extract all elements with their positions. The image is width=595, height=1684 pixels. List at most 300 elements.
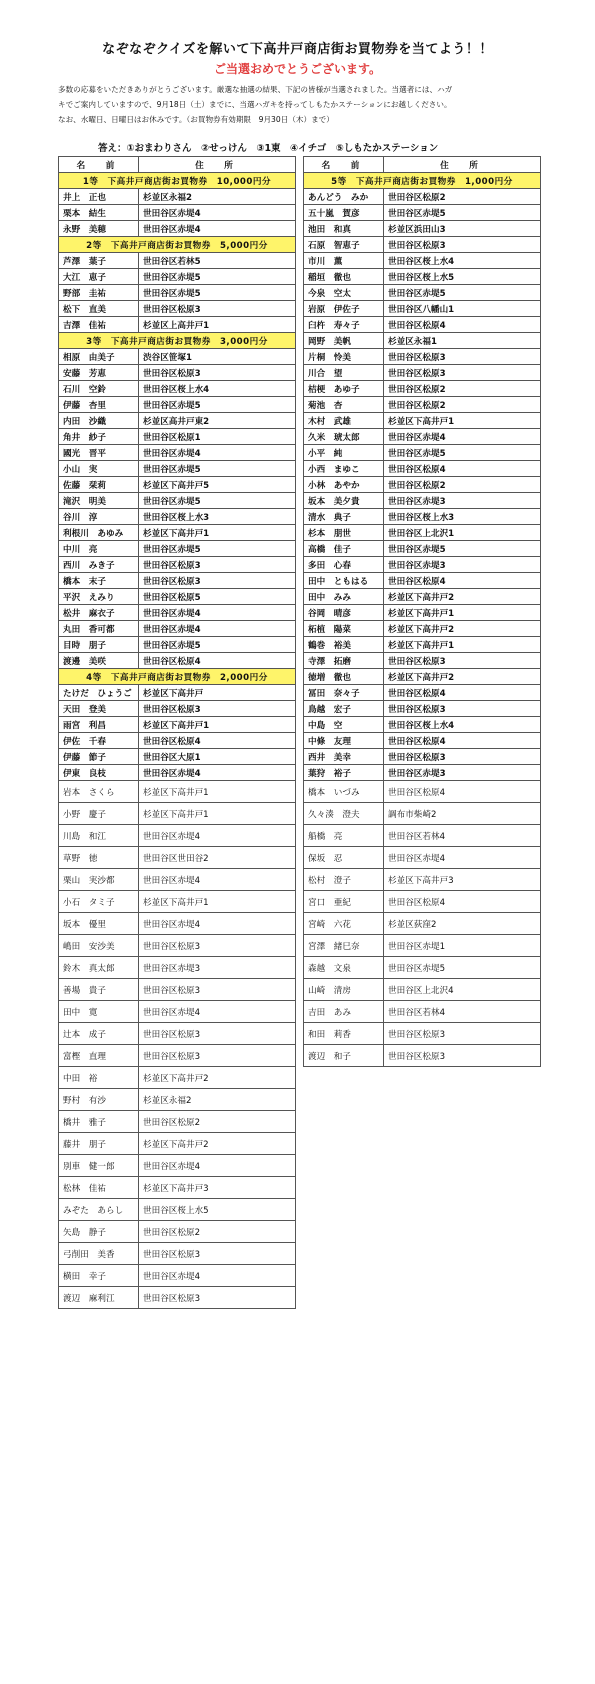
name-column-header: 名 前 [304,157,384,173]
prize-tier-label: 3等 下高井戸商店街お買物券 3,000円分 [59,333,296,349]
winner-address: 世田谷区松原4 [384,733,541,749]
table-row [304,913,541,935]
winner-name: 小山 実 [59,461,139,477]
winner-address: 世田谷区松原3 [139,557,296,573]
winner-name: 中田 裕 [59,1067,139,1089]
winner-address: 世田谷区赤堤3 [139,957,296,979]
winner-address: 世田谷区赤堤4 [139,1001,296,1023]
winner-address: 世田谷区松原3 [139,935,296,957]
winner-name: 谷岡 晴彦 [304,605,384,621]
table-row [59,701,296,717]
winner-name: 安藤 芳恵 [59,365,139,381]
winner-name: 鈴木 真太郎 [59,957,139,979]
winner-address: 世田谷区松原2 [384,381,541,397]
winner-address: 世田谷区松原3 [384,749,541,765]
winner-name: 寺澤 拓磨 [304,653,384,669]
winner-name: 小野 慶子 [59,803,139,825]
winner-name: 藤井 朋子 [59,1133,139,1155]
winner-address: 世田谷区赤堤4 [139,825,296,847]
winner-address: 世田谷区松原4 [384,781,541,803]
winner-address: 世田谷区赤堤4 [139,869,296,891]
winner-name: 田中 みみ [304,589,384,605]
winner-address: 世田谷区桜上水4 [384,717,541,733]
winner-address: 世田谷区松原3 [139,1045,296,1067]
winner-address: 世田谷区若林4 [384,1001,541,1023]
intro-line: なお、水曜日、日曜日はお休みです。（お買物券有効期限 9月30日（木）まで） [58,115,334,124]
table-row [59,589,296,605]
winner-address: 杉並区下高井戸2 [384,621,541,637]
winner-name: 五十嵐 賀彦 [304,205,384,221]
winner-name: 栗本 結生 [59,205,139,221]
table-row [59,349,296,365]
winner-address: 杉並区下高井戸3 [139,1177,296,1199]
winner-address: 杉並区下高井戸1 [139,525,296,541]
winner-name: 目時 朋子 [59,637,139,653]
table-row [59,1265,296,1287]
winner-address: 世田谷区赤堤5 [139,397,296,413]
prize-tier-row [59,669,296,685]
winner-name: 臼杵 寿々子 [304,317,384,333]
winners-table-left [58,156,296,1309]
winner-address: 世田谷区赤堤1 [384,935,541,957]
table-row [59,1089,296,1111]
table-row [59,621,296,637]
winner-address: 世田谷区赤堤4 [384,429,541,445]
table-row [59,685,296,701]
winner-address: 杉並区下高井戸1 [384,413,541,429]
table-row [304,765,541,781]
winner-address: 世田谷区赤堤4 [139,765,296,781]
winner-name: 桔梗 あゆ子 [304,381,384,397]
winner-name: 徳増 徹也 [304,669,384,685]
winner-name: 渡辺 和子 [304,1045,384,1067]
winner-name: 坂本 優里 [59,913,139,935]
winner-address: 世田谷区桜上水5 [384,269,541,285]
table-row [304,493,541,509]
prize-tier-row [59,237,296,253]
prize-tier-label: 5等 下高井戸商店街お買物券 1,000円分 [304,173,541,189]
winner-name: 平沢 えみり [59,589,139,605]
winner-address: 世田谷区松原5 [139,589,296,605]
table-row [304,445,541,461]
winner-name: 山崎 清房 [304,979,384,1001]
table-row [304,891,541,913]
winner-address: 世田谷区松原4 [384,461,541,477]
winner-address: 世田谷区松原4 [384,317,541,333]
winner-name: 小石 タミ子 [59,891,139,913]
winner-name: 松下 直美 [59,301,139,317]
intro-line: 多数の応募をいただきありがとうございます。厳選な抽選の結果、下記の皆様が当選されました。当選者には、ハガ [58,85,453,94]
winner-name: 中島 空 [304,717,384,733]
winner-address: 世田谷区松原3 [139,979,296,1001]
winner-address: 世田谷区赤堤4 [139,221,296,237]
table-row [304,365,541,381]
winner-name: 國光 晋平 [59,445,139,461]
winner-name: 吉田 あみ [304,1001,384,1023]
table-header-row [304,157,541,173]
winner-address: 世田谷区赤堤5 [384,957,541,979]
winner-address: 杉並区下高井戸1 [139,717,296,733]
table-row [304,749,541,765]
table-row [59,637,296,653]
winner-address: 世田谷区赤堤3 [384,493,541,509]
table-row [304,525,541,541]
winner-name: 中川 亮 [59,541,139,557]
table-row [59,1287,296,1309]
table-row [59,381,296,397]
table-row [304,573,541,589]
winner-address: 世田谷区赤堤4 [139,445,296,461]
winner-name: 善場 貴子 [59,979,139,1001]
winner-address: 杉並区永福2 [139,189,296,205]
winner-name: 橋本 末子 [59,573,139,589]
winner-address: 世田谷区桜上水5 [139,1199,296,1221]
winner-address: 世田谷区赤堤3 [384,557,541,573]
winner-address: 世田谷区松原2 [384,477,541,493]
winner-name: 保坂 忍 [304,847,384,869]
winner-name: 雨宮 利昌 [59,717,139,733]
table-row [59,891,296,913]
table-row [304,541,541,557]
winner-address: 世田谷区松原2 [384,397,541,413]
winner-address: 世田谷区松原3 [139,1243,296,1265]
winner-name: 池田 和真 [304,221,384,237]
winner-name: 岩原 伊佐子 [304,301,384,317]
winner-address: 世田谷区赤堤5 [139,637,296,653]
table-row [59,445,296,461]
winner-name: 川島 和江 [59,825,139,847]
winner-name: 鳥越 宏子 [304,701,384,717]
table-row [59,733,296,749]
table-row [304,189,541,205]
table-row [304,333,541,349]
winner-address: 世田谷区赤堤5 [139,493,296,509]
table-row [59,781,296,803]
table-row [304,781,541,803]
winner-name: 田中 寛 [59,1001,139,1023]
table-row [59,1133,296,1155]
winner-name: 松井 麻衣子 [59,605,139,621]
table-row [304,381,541,397]
winner-address: 杉並区下高井戸5 [139,477,296,493]
winner-address: 渋谷区笹塚1 [139,349,296,365]
winner-address: 世田谷区赤堤4 [139,1265,296,1287]
winner-address: 世田谷区松原2 [139,1221,296,1243]
table-row [59,189,296,205]
winner-name: 宮崎 六花 [304,913,384,935]
table-row [59,913,296,935]
winner-address: 世田谷区赤堤5 [139,285,296,301]
winner-name: 吉澤 佳祐 [59,317,139,333]
winner-address: 世田谷区桜上水3 [384,509,541,525]
winner-address: 世田谷区赤堤4 [139,605,296,621]
winner-name: 井上 正也 [59,189,139,205]
table-row [59,1177,296,1199]
winner-name: 片桐 怜美 [304,349,384,365]
winner-address: 杉並区浜田山3 [384,221,541,237]
address-column-header: 住 所 [384,157,541,173]
winner-name: 嶋田 安沙美 [59,935,139,957]
winner-name: 西井 美幸 [304,749,384,765]
winner-address: 世田谷区赤堤5 [384,285,541,301]
winner-name: 高橋 佳子 [304,541,384,557]
prize-tier-label: 2等 下高井戸商店街お買物券 5,000円分 [59,237,296,253]
table-row [59,397,296,413]
table-row [304,847,541,869]
table-row [59,1067,296,1089]
winner-name: 伊藤 杏里 [59,397,139,413]
winner-address: 世田谷区上北沢4 [384,979,541,1001]
winner-name: 松林 佳祐 [59,1177,139,1199]
winner-address: 世田谷区松原3 [384,701,541,717]
page-title: なぞなぞクイズを解いて下高井戸商店街お買物券を当てよう！！ [102,42,493,57]
winner-address: 世田谷区赤堤5 [139,269,296,285]
winner-address: 世田谷区松原3 [139,1023,296,1045]
winner-address: 世田谷区赤堤4 [139,1155,296,1177]
winner-address: 世田谷区松原3 [139,1287,296,1309]
winner-address: 杉並区下高井戸2 [384,669,541,685]
winner-name: 橋本 いづみ [304,781,384,803]
winner-name: 富樫 直理 [59,1045,139,1067]
table-row [59,429,296,445]
winner-name: 伊藤 節子 [59,749,139,765]
winner-name: 橋井 雅子 [59,1111,139,1133]
winner-address: 世田谷区松原3 [384,365,541,381]
table-row [304,637,541,653]
table-row [59,285,296,301]
table-row [304,205,541,221]
winner-address: 杉並区下高井戸1 [139,803,296,825]
winner-name: 別車 健一郎 [59,1155,139,1177]
winner-address: 世田谷区松原3 [384,237,541,253]
winner-address: 世田谷区松原4 [384,685,541,701]
winner-address: 世田谷区松原4 [384,573,541,589]
table-row [59,269,296,285]
winner-address: 世田谷区赤堤5 [139,461,296,477]
winner-name: 内田 沙織 [59,413,139,429]
winner-name: 天田 登美 [59,701,139,717]
winner-address: 世田谷区松原3 [384,349,541,365]
winner-name: 岡野 美帆 [304,333,384,349]
winner-name: 西川 みき子 [59,557,139,573]
table-row [304,1045,541,1067]
table-row [59,1243,296,1265]
intro-text [58,82,558,127]
winner-name: たけだ ひょうご [59,685,139,701]
table-row [59,1111,296,1133]
winner-name: 葉狩 裕子 [304,765,384,781]
table-row [59,653,296,669]
table-row [304,869,541,891]
table-row [304,429,541,445]
winner-address: 世田谷区松原2 [139,1111,296,1133]
winner-name: 岩本 さくら [59,781,139,803]
winner-name: 柘植 陽菜 [304,621,384,637]
winner-name: 小林 あやか [304,477,384,493]
winner-name: 松村 澄子 [304,869,384,891]
winner-address: 杉並区上高井戸1 [139,317,296,333]
winner-address: 世田谷区八幡山1 [384,301,541,317]
winner-name: 丸田 香可都 [59,621,139,637]
winner-name: 横田 幸子 [59,1265,139,1287]
winner-name: 相原 由美子 [59,349,139,365]
winners-rows [59,173,296,1309]
table-row [59,573,296,589]
winner-name: 宮澤 緒巳奈 [304,935,384,957]
table-row [304,979,541,1001]
winners-table-right [303,156,541,1067]
winner-name: 佐藤 栞莉 [59,477,139,493]
winner-name: 今泉 空太 [304,285,384,301]
table-row [304,803,541,825]
table-row [59,1001,296,1023]
table-row [304,349,541,365]
winner-name: 市川 薫 [304,253,384,269]
winner-name: 和田 莉香 [304,1023,384,1045]
winner-address: 杉並区永福1 [384,333,541,349]
winner-address: 杉並区下高井戸1 [384,637,541,653]
winner-address: 世田谷区松原4 [139,733,296,749]
winner-name: 伊東 良枝 [59,765,139,781]
winner-name: 矢島 静子 [59,1221,139,1243]
table-row [304,621,541,637]
winner-address: 世田谷区松原4 [384,891,541,913]
winner-name: 野村 有沙 [59,1089,139,1111]
table-row [304,253,541,269]
winner-name: 小西 まゆこ [304,461,384,477]
winner-name: 稲垣 徹也 [304,269,384,285]
winner-name: 伊佐 千春 [59,733,139,749]
winner-address: 杉並区下高井戸1 [139,891,296,913]
table-row [304,685,541,701]
table-row [304,701,541,717]
table-row [304,301,541,317]
table-row [304,397,541,413]
table-row [304,237,541,253]
winner-name: 木村 武雄 [304,413,384,429]
winner-address: 杉並区高井戸東2 [139,413,296,429]
table-row [59,317,296,333]
table-row [59,205,296,221]
winner-address: 杉並区下高井戸1 [384,605,541,621]
winner-name: 石原 智恵子 [304,237,384,253]
winner-name: 谷川 淳 [59,509,139,525]
winner-address: 世田谷区赤堤5 [139,541,296,557]
winner-address: 世田谷区若林5 [139,253,296,269]
winner-address: 世田谷区赤堤4 [139,205,296,221]
winner-address: 杉並区下高井戸1 [139,781,296,803]
table-row [304,557,541,573]
winner-address: 世田谷区赤堤4 [139,621,296,637]
winner-name: 川合 望 [304,365,384,381]
winner-name: 坂本 美夕貴 [304,493,384,509]
table-row [59,1023,296,1045]
prize-tier-row [59,333,296,349]
prize-tier-row [304,173,541,189]
winner-name: 船橋 亮 [304,825,384,847]
table-row [304,1023,541,1045]
winner-name: 久米 琥太郎 [304,429,384,445]
table-row [304,269,541,285]
winner-name: あんどう みか [304,189,384,205]
table-row [59,979,296,1001]
winner-address: 世田谷区赤堤3 [384,765,541,781]
winner-name: 辻本 成子 [59,1023,139,1045]
table-row [304,717,541,733]
winner-name: 多田 心春 [304,557,384,573]
winner-address: 杉並区下高井戸3 [384,869,541,891]
table-row [304,477,541,493]
winner-address: 世田谷区松原1 [139,429,296,445]
winner-address: 世田谷区松原3 [139,301,296,317]
winner-address: 杉並区下高井戸2 [384,589,541,605]
winner-address: 世田谷区松原3 [384,653,541,669]
table-row [304,653,541,669]
winner-address: 世田谷区若林4 [384,825,541,847]
winner-address: 世田谷区大原1 [139,749,296,765]
winner-name: 冨田 奈々子 [304,685,384,701]
table-row [59,1155,296,1177]
winner-name: 宮口 亜紀 [304,891,384,913]
table-row [59,365,296,381]
winner-address: 世田谷区松原3 [139,701,296,717]
table-row [59,557,296,573]
table-row [304,935,541,957]
winner-name: 永野 美穂 [59,221,139,237]
winner-address: 世田谷区松原3 [139,573,296,589]
winner-name: 森越 文泉 [304,957,384,979]
winner-address: 調布市柴崎2 [384,803,541,825]
table-row [59,461,296,477]
table-row [59,525,296,541]
winner-address: 世田谷区赤堤4 [139,913,296,935]
table-row [59,1221,296,1243]
winner-address: 世田谷区松原3 [139,365,296,381]
winner-address: 世田谷区赤堤5 [384,205,541,221]
table-row [304,509,541,525]
table-row [59,847,296,869]
winner-name: 大江 恵子 [59,269,139,285]
winner-name: 芦澤 葉子 [59,253,139,269]
winner-name: 清水 典子 [304,509,384,525]
winner-name: 滝沢 明美 [59,493,139,509]
winner-address: 世田谷区松原3 [384,1045,541,1067]
table-row [304,733,541,749]
table-header-row [59,157,296,173]
winner-address: 世田谷区赤堤5 [384,445,541,461]
table-row [59,605,296,621]
quiz-answers: 答え：①おまわりさん ②せっけん ③1東 ④イチゴ ⑤しもたかステーション [98,143,439,154]
table-row [59,935,296,957]
winner-name: みぞた あらし [59,1199,139,1221]
winner-address: 世田谷区松原3 [384,1023,541,1045]
table-row [59,803,296,825]
table-row [59,493,296,509]
table-row [59,221,296,237]
table-row [59,1045,296,1067]
winner-name: 栗山 実沙都 [59,869,139,891]
prize-tier-label: 1等 下高井戸商店街お買物券 10,000円分 [59,173,296,189]
table-row [304,285,541,301]
winner-name: 中條 友理 [304,733,384,749]
table-row [304,461,541,477]
table-row [59,957,296,979]
congratulations-subtitle: ご当選おめでとうございます。 [213,62,382,76]
winner-name: 石川 空鈴 [59,381,139,397]
winner-address: 世田谷区桜上水3 [139,509,296,525]
intro-line: キでご案内していますので、9月18日（土）までに、当選ハガキを持ってしもたかステーションにお越しください。 [58,100,452,109]
winner-address: 世田谷区赤堤4 [384,847,541,869]
